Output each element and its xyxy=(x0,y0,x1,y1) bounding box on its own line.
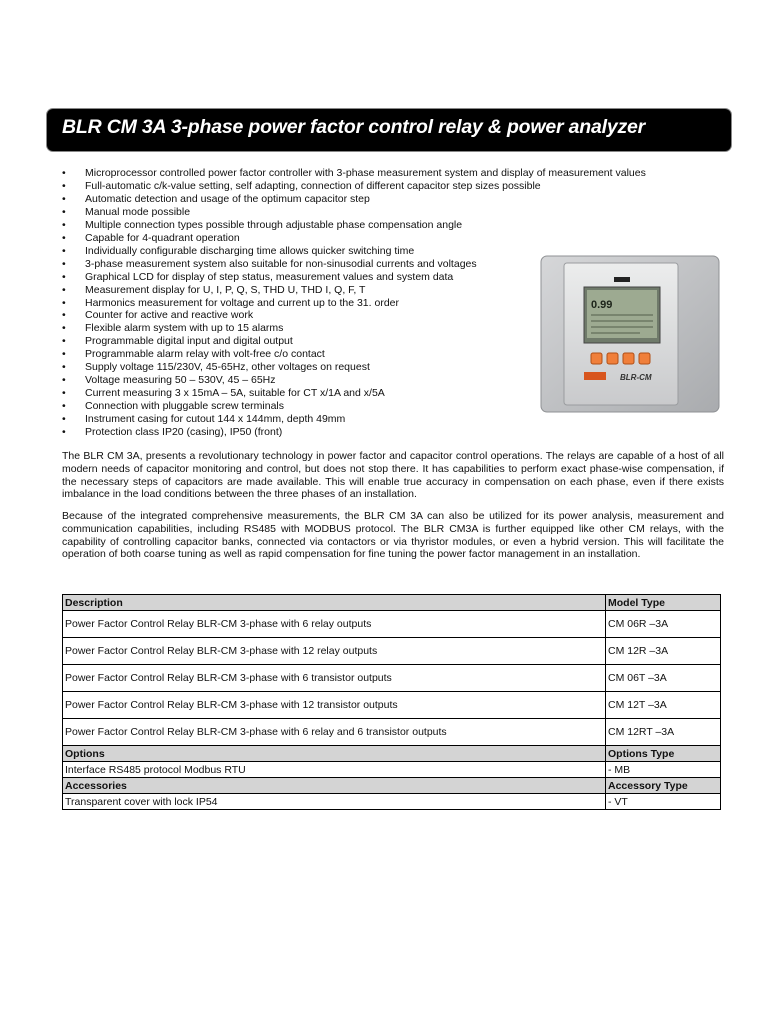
model-type: CM 12RT –3A xyxy=(606,719,721,746)
table-row xyxy=(63,611,721,638)
capabilities-paragraph: Because of the integrated comprehensive measurements, the BLR CM 3A can also be utilized for its power analysis, measurement and communication capabilities, including RS485 with MODBUS protocol. The BLR CM3A is further equipped like other CM relays, with the capability of controlling capacitor banks, connected via contactors or via thyristor modules, or even a hybrid version. This will facilitate the operation of both coarse tuning as well as rapid compensation for fine tuning the power factor management in an installation. xyxy=(62,510,724,561)
accessory-description: Transparent cover with lock IP54 xyxy=(63,794,606,810)
option-description: Interface RS485 protocol Modbus RTU xyxy=(63,762,606,778)
feature-item: • Instrument casing for cutout 144 x 144mm, depth 49mm xyxy=(62,413,712,426)
feature-item: • Connection with pluggable screw terminals xyxy=(62,400,712,413)
feature-item: • Voltage measuring 50 – 530V, 45 – 65Hz xyxy=(62,374,712,387)
device-button[interactable] xyxy=(607,353,618,364)
model-description: Power Factor Control Relay BLR-CM 3-phase with 6 transistor outputs xyxy=(63,665,606,692)
feature-item: • Protection class IP20 (casing), IP50 (front) xyxy=(62,426,712,439)
title-banner xyxy=(47,109,731,151)
table-header-row xyxy=(63,595,721,611)
feature-item: • Individually configurable discharging time allows quicker switching time xyxy=(62,245,712,258)
feature-item: • Supply voltage 115/230V, 45-65Hz, other voltages on request xyxy=(62,361,712,374)
header-cell: Accessory Type xyxy=(606,778,721,794)
feature-item: • Harmonics measurement for voltage and current up to the 31. order xyxy=(62,297,712,310)
device-slot xyxy=(614,277,630,282)
device-lcd xyxy=(587,290,657,338)
model-description: Power Factor Control Relay BLR-CM 3-phase with 6 relay and 6 transistor outputs xyxy=(63,719,606,746)
options-header-row xyxy=(63,746,721,762)
model-table xyxy=(62,594,721,810)
device-button[interactable] xyxy=(639,353,650,364)
device-brand-label: BLR-CM xyxy=(620,373,652,382)
feature-item: • Current measuring 3 x 15mA – 5A, suitable for CT x/1A and x/5A xyxy=(62,387,712,400)
model-type: CM 12R –3A xyxy=(606,638,721,665)
header-cell: Options Type xyxy=(606,746,721,762)
feature-item: • Programmable alarm relay with volt-free c/o contact xyxy=(62,348,712,361)
table-row xyxy=(63,665,721,692)
device-display-value: 0.99 xyxy=(591,299,613,311)
accessories-header-row xyxy=(63,778,721,794)
header-cell: Model Type xyxy=(606,595,721,611)
table-row xyxy=(63,692,721,719)
table-row xyxy=(63,762,721,778)
header-cell: Options xyxy=(63,746,606,762)
device-photo xyxy=(540,253,720,413)
accessory-type: - VT xyxy=(606,794,721,810)
feature-item: • Programmable digital input and digital output xyxy=(62,335,712,348)
feature-item: • Capable for 4-quadrant operation xyxy=(62,232,712,245)
feature-item: • Graphical LCD for display of step status, measurement values and system data xyxy=(62,271,712,284)
header-cell: Description xyxy=(63,595,606,611)
model-type: CM 12T –3A xyxy=(606,692,721,719)
model-description: Power Factor Control Relay BLR-CM 3-phase with 6 relay outputs xyxy=(63,611,606,638)
feature-item: • Measurement display for U, I, P, Q, S, THD U, THD I, Q, F, T xyxy=(62,284,712,297)
model-type: CM 06R –3A xyxy=(606,611,721,638)
page-title: BLR CM 3A 3-phase power factor control relay & power analyzer xyxy=(62,116,646,138)
option-type: - MB xyxy=(606,762,721,778)
model-type: CM 06T –3A xyxy=(606,665,721,692)
feature-item: • Microprocessor controlled power factor controller with 3-phase measurement system and display of measurement values xyxy=(62,167,712,180)
table-row xyxy=(63,794,721,810)
feature-item: • Full-automatic c/k-value setting, self adapting, connection of different capacitor step sizes possible xyxy=(62,180,712,193)
feature-item: • Multiple connection types possible through adjustable phase compensation angle xyxy=(62,219,712,232)
table-row xyxy=(63,638,721,665)
intro-paragraph: The BLR CM 3A, presents a revolutionary technology in power factor and capacitor control operations. The relays are capable of a host of all modern needs of capacitor monitoring and control, but does not stop there. It has capabilities to perform exact phase-wise compensation, if the necessary steps of capacitors are made available. This will enable true accuracy in compensation on each phase, even if there exists imbalance in the load conditions between the three phases of an installation. xyxy=(62,450,724,501)
feature-item: • Flexible alarm system with up to 15 alarms xyxy=(62,322,712,335)
header-cell: Accessories xyxy=(63,778,606,794)
feature-item: • Manual mode possible xyxy=(62,206,712,219)
device-button[interactable] xyxy=(591,353,602,364)
feature-item: • Automatic detection and usage of the optimum capacitor step xyxy=(62,193,712,206)
table-row xyxy=(63,719,721,746)
model-description: Power Factor Control Relay BLR-CM 3-phase with 12 relay outputs xyxy=(63,638,606,665)
device-button[interactable] xyxy=(623,353,634,364)
feature-item: • 3-phase measurement system also suitable for non-sinusodial currents and voltages xyxy=(62,258,712,271)
device-logo-badge xyxy=(584,372,606,380)
feature-item: • Counter for active and reactive work xyxy=(62,309,712,322)
model-description: Power Factor Control Relay BLR-CM 3-phase with 12 transistor outputs xyxy=(63,692,606,719)
